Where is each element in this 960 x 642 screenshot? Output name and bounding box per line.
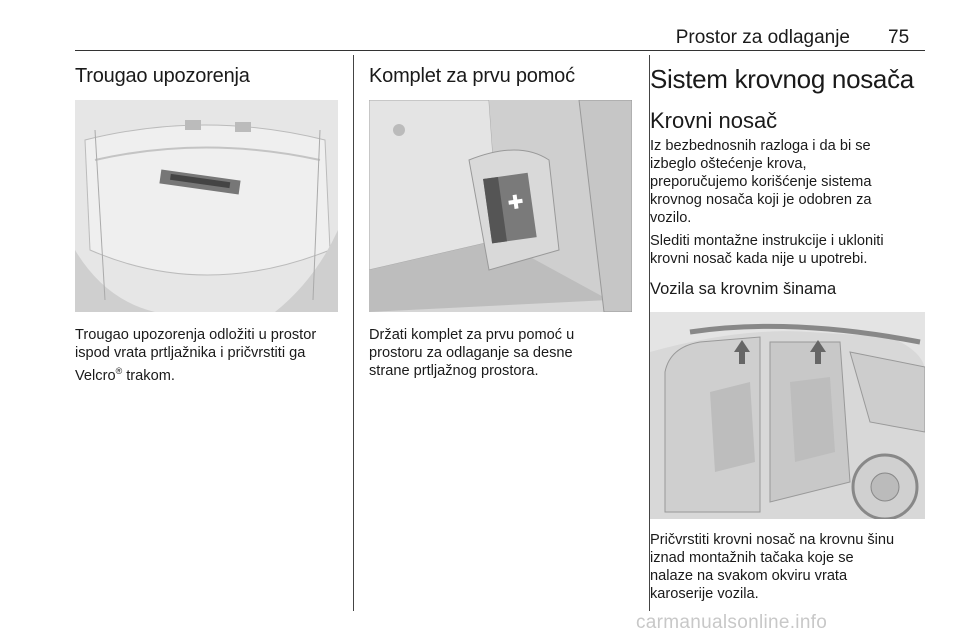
roof-rack-subheading: Krovni nosač	[650, 108, 778, 133]
running-header-title: Prostor za odlaganje	[675, 27, 850, 48]
text-line: ispod vrata prtljažnika i pričvrstiti ga	[75, 345, 306, 361]
roof-rack-paragraph-2	[650, 232, 884, 268]
roof-rails-illustration	[650, 312, 925, 519]
page-number: 75	[888, 27, 910, 48]
first-aid-heading: Komplet za prvu pomoć	[369, 65, 575, 87]
text-line: izbeglo oštećenje krova,	[650, 156, 807, 172]
text-line: iznad montažnih tačaka koje se	[650, 550, 854, 566]
first-aid-kit-illustration	[369, 100, 632, 312]
text-line: preporučujemo korišćenje sistema	[650, 174, 872, 190]
text-line: Trougao upozorenja odložiti u prostor	[75, 327, 317, 343]
roof-rack-system-heading: Sistem krovnog nosača	[650, 64, 914, 94]
header-rule	[75, 50, 925, 51]
first-aid-text	[369, 326, 574, 380]
text-line: Slediti montažne instrukcije i ukloniti	[650, 233, 884, 249]
column-divider-1	[353, 55, 354, 611]
text-line: Iz bezbednosnih razloga i da bi se	[650, 138, 871, 154]
registered-mark: ®	[115, 366, 123, 376]
text-line: karoserije vozila.	[650, 586, 759, 602]
watermark: carmanualsonline.info	[636, 612, 828, 633]
text-line	[75, 362, 316, 385]
roof-rails-subsection-heading: Vozila sa krovnim šinama	[650, 280, 837, 298]
text-line: Držati komplet za prvu pomoć u	[369, 327, 575, 343]
roof-rails-paragraph	[650, 531, 894, 603]
text-line: vozilo.	[650, 210, 692, 226]
roof-rack-paragraph-1	[650, 137, 871, 227]
text-line: krovni nosač kada nije u upotrebi.	[650, 251, 868, 267]
velcro-word: Velcro	[75, 367, 116, 384]
text-fragment: trakom.	[122, 367, 175, 384]
text-line: krovnog nosača koji je odobren za	[650, 192, 872, 208]
text-line: prostoru za odlaganje sa desne	[369, 345, 573, 361]
text-line: Pričvrstiti krovni nosač na krovnu šinu	[650, 532, 895, 548]
text-line: strane prtljažnog prostora.	[369, 363, 539, 379]
warning-triangle-heading: Trougao upozorenja	[75, 65, 250, 87]
tailgate-illustration	[75, 100, 338, 312]
warning-triangle-text	[75, 326, 316, 385]
text-line: nalaze na svakom okviru vrata	[650, 568, 848, 584]
